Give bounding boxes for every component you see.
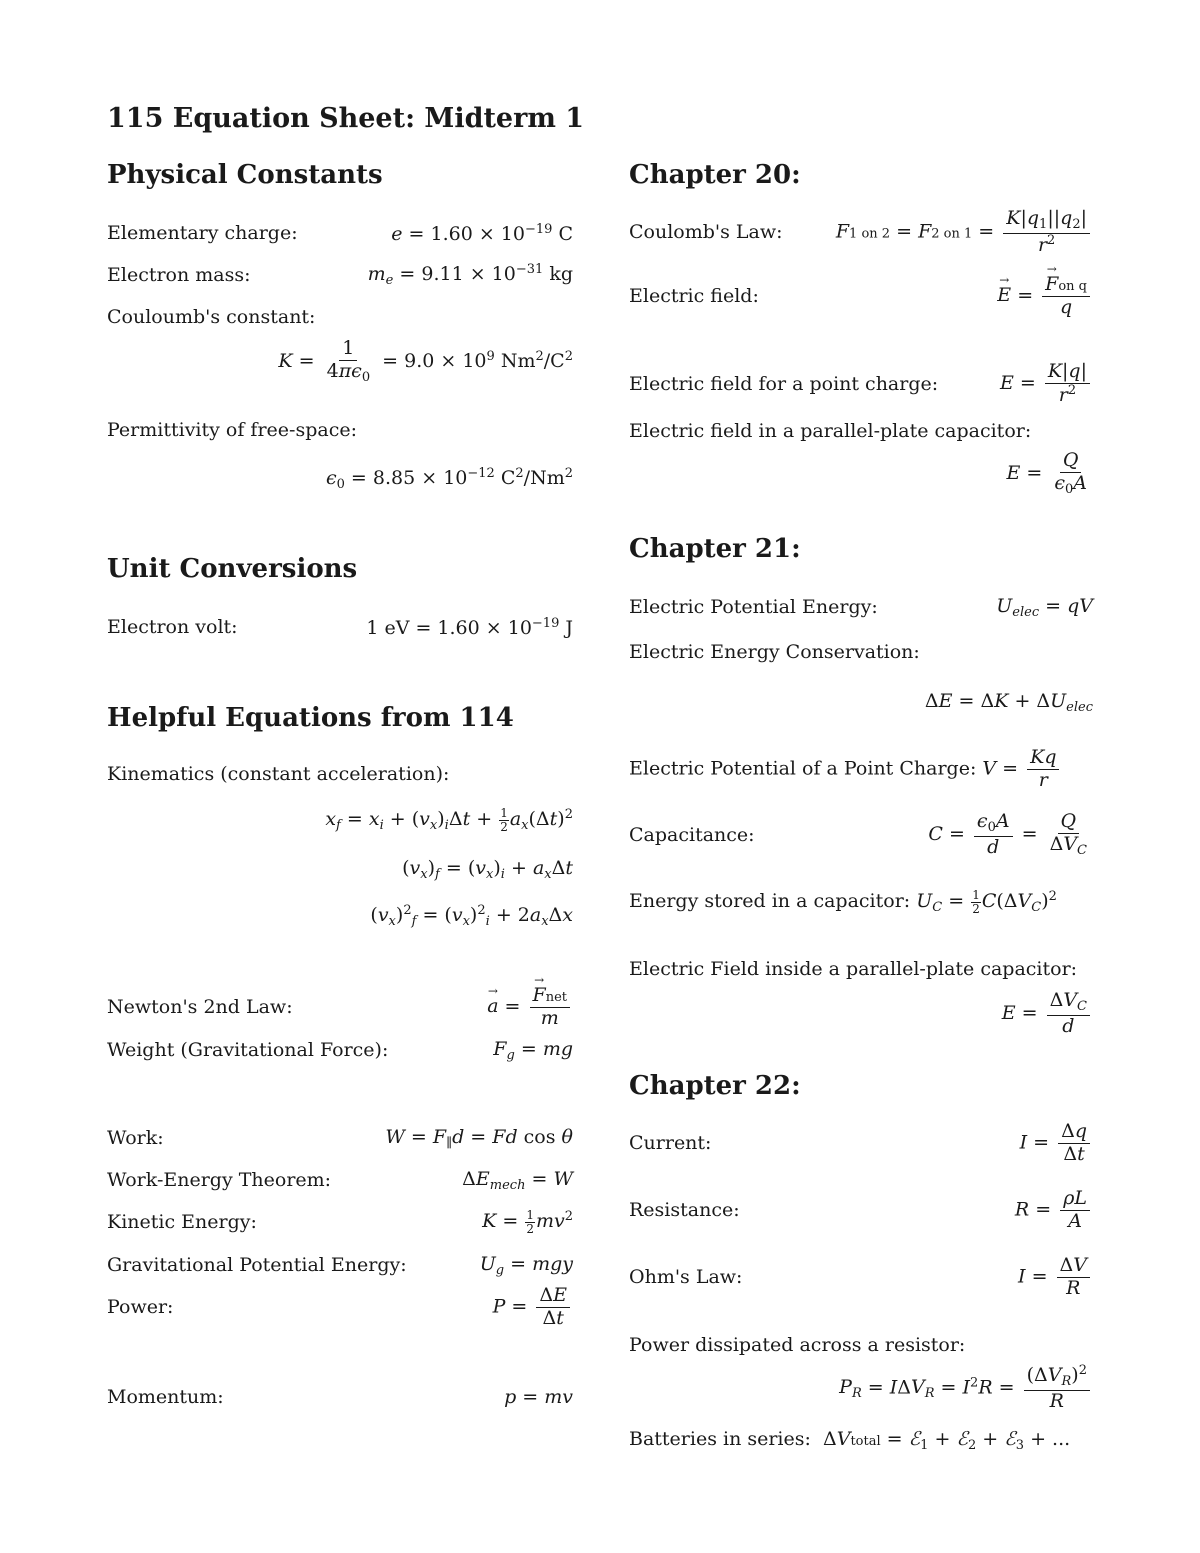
electric-field-row [629, 268, 1093, 324]
current-label: Current: [629, 1132, 712, 1154]
elementary-charge-label: Elementary charge: [107, 222, 298, 244]
potential-point-charge-row [629, 744, 1093, 794]
energy-capacitor-label: Energy stored in a capacitor: $U_C$ = $\frac{1}{2}$ $C(\Delta V_C)^2$ [629, 887, 1057, 916]
coulomb-constant-label: Couloumb's constant: [107, 306, 316, 328]
power-label: Power: [107, 1296, 174, 1318]
permittivity-equation: $\epsilon_0 = 8.85 \times 10^{-12}$ $C^2/Nm^2$ [325, 466, 573, 492]
energy-conservation-label: Electric Energy Conservation: [629, 641, 920, 663]
capacitance-equation: C = $\frac{\epsilon_0A}{d}$ = $\frac{Q}{\Delta V_C}$ [928, 810, 1087, 859]
kinematics-position-equation: $x_f = x_i + (v_x)_i\Delta t$ + $\frac{1}{2}$ $a_x(\Delta t)^2$ [325, 806, 573, 834]
kinematics-velocity-equation: $(v_x)_f = (v_x)_i + a_x\Delta t$ [402, 857, 573, 882]
field-inside-capacitor-label: Electric Field inside a parallel-plate capacitor: [629, 958, 1078, 980]
work-row [107, 1118, 573, 1158]
work-energy-label: Work-Energy Theorem: [107, 1169, 332, 1191]
capacitance-label: Capacitance: [629, 824, 755, 846]
electron-mass-label: Electron mass: [107, 264, 251, 286]
elementary-charge-row [107, 213, 573, 253]
current-row [629, 1117, 1093, 1169]
elementary-charge-equation: $e = 1.60 \times 10^{-19}$ C [391, 221, 573, 245]
work-energy-equation: $\Delta E_{mech} = W$ [462, 1167, 573, 1193]
unit-conversions-heading: Unit Conversions [107, 554, 358, 584]
newton-equation: → a = → $\frac{\text{Fnet}}{m}$ [487, 985, 573, 1030]
grav-pe-equation: $U_g$ = mgy [479, 1252, 573, 1278]
potential-energy-equation: $U_{elec}$ = qV [996, 594, 1093, 620]
ohm-row [629, 1251, 1093, 1303]
batteries-label: Batteries in series: [629, 1428, 811, 1450]
grav-pe-label: Gravitational Potential Energy: [107, 1254, 407, 1276]
coulomb-constant-equation: K = $\frac{1}{4\pi\epsilon_0}$ = $9.0 \times 10^9$ $Nm^2/C^2$ [278, 337, 573, 385]
energy-capacitor-row [629, 882, 1093, 922]
page-title: 115 Equation Sheet: Midterm 1 [107, 103, 585, 134]
kinematics-velocity-squared-equation: $(v_x)^2_f = (v_x)^2_i + 2a_x\Delta x$ [370, 903, 573, 929]
weight-equation: $F_g$ = mg [493, 1037, 573, 1063]
kinetic-energy-equation: K = $\frac{1}{2}$ $mv^2$ [482, 1207, 573, 1236]
electric-field-equation: → E = → $\frac{\text{Fon q}}{q}$ [997, 274, 1093, 319]
field-capacitor-label: Electric field in a parallel-plate capacitor: [629, 420, 1032, 442]
electron-mass-row [107, 255, 573, 295]
coulomb-law-equation: F1 on 2 = F2 on 1 = $\frac{K|q_1||q_2|}{r^2}$ [836, 208, 1093, 257]
field-capacitor-equation: E = $\frac{Q}{\epsilon_0A}$ [1006, 449, 1087, 497]
momentum-equation: p = mv [504, 1386, 573, 1408]
work-equation: $W = F_\parallel d = Fd$ cos θ [385, 1125, 573, 1151]
current-equation: I = $\frac{\Delta q}{\Delta t}$ [1020, 1121, 1093, 1166]
resistance-label: Resistance: [629, 1199, 740, 1221]
field-point-charge-row [629, 358, 1093, 410]
capacitance-row [629, 808, 1093, 862]
field-point-charge-label: Electric field for a point charge: [629, 373, 939, 395]
newton-row [107, 983, 573, 1031]
potential-energy-row [629, 587, 1093, 627]
electron-mass-equation: $m_e = 9.11 \times 10^{-31}$ kg [367, 262, 573, 288]
coulomb-law-label: Coulomb's Law: [629, 221, 783, 243]
work-label: Work: [107, 1127, 164, 1149]
batteries-row: Batteries in series: ΔVtotal = ℰ$_1$ + ℰ$_2$ + ℰ$_3$ + ... [629, 1428, 1071, 1453]
momentum-label: Momentum: [107, 1386, 224, 1408]
permittivity-label: Permittivity of free-space: [107, 419, 357, 441]
electron-volt-equation: 1 eV = $1.60 \times 10^{-19}$ J [366, 615, 573, 639]
physical-constants-heading: Physical Constants [107, 160, 383, 190]
ohm-label: Ohm's Law: [629, 1266, 743, 1288]
coulomb-law-row [629, 206, 1093, 258]
kinetic-energy-row [107, 1202, 573, 1242]
electric-field-label: Electric field: [629, 285, 759, 307]
ohm-equation: I = $\frac{\Delta V}{R}$ [1018, 1255, 1093, 1300]
power-dissipated-equation: $P_R = I\Delta V_R = I^2R$ = $\frac{(\Delta V_R)^2}{R}$ [839, 1364, 1093, 1413]
chapter21-heading: Chapter 21: [629, 534, 801, 564]
chapter20-heading: Chapter 20: [629, 160, 801, 190]
field-point-charge-equation: E = $\frac{K|q|}{r^2}$ [1000, 361, 1093, 407]
power-row [107, 1282, 573, 1332]
field-inside-capacitor-equation: E = $\frac{\Delta V_C}{d}$ [1002, 990, 1093, 1038]
power-dissipated-label: Power dissipated across a resistor: [629, 1334, 966, 1356]
chapter22-heading: Chapter 22: [629, 1071, 801, 1101]
power-equation: P = $\frac{\Delta E}{\Delta t}$ [493, 1285, 573, 1330]
helpful-equations-heading: Helpful Equations from 114 [107, 703, 514, 733]
potential-energy-label: Electric Potential Energy: [629, 596, 878, 618]
electron-volt-label: Electron volt: [107, 616, 238, 638]
electron-volt-row [107, 607, 573, 647]
momentum-row [107, 1377, 573, 1417]
energy-conservation-equation: $\Delta E = \Delta K + \Delta U_{elec}$ [924, 690, 1093, 715]
weight-label: Weight (Gravitational Force): [107, 1039, 389, 1061]
weight-row [107, 1030, 573, 1070]
resistance-row [629, 1184, 1093, 1236]
resistance-equation: R = $\frac{\rho L}{A}$ [1015, 1188, 1093, 1233]
kinetic-energy-label: Kinetic Energy: [107, 1211, 257, 1233]
potential-point-charge-label: Electric Potential of a Point Charge: V = $\frac{Kq}{r}$ [629, 747, 1062, 792]
grav-pe-row [107, 1245, 573, 1285]
work-energy-row [107, 1160, 573, 1200]
newton-label: Newton's 2nd Law: [107, 996, 293, 1018]
kinematics-label: Kinematics (constant acceleration): [107, 763, 450, 785]
